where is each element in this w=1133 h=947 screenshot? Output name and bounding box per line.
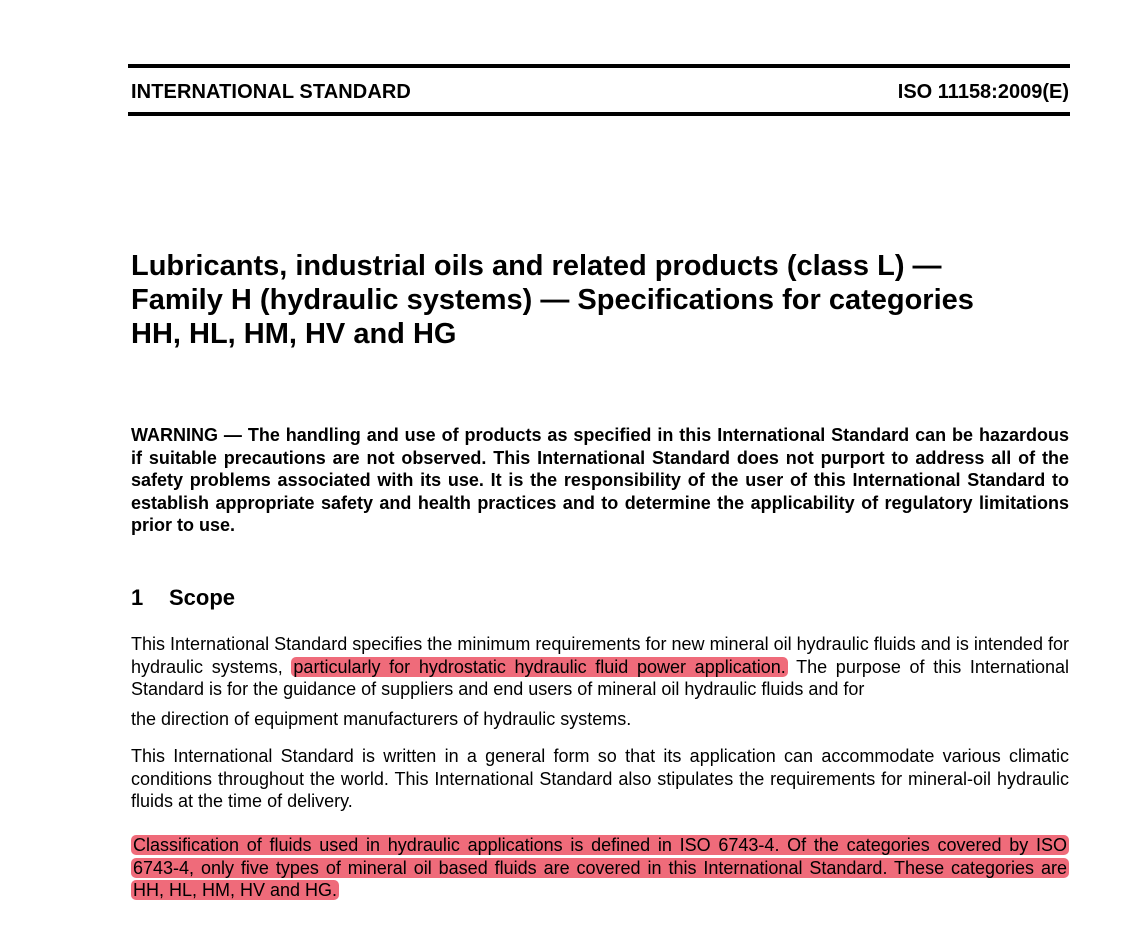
section-title: Scope (169, 585, 236, 610)
header-bottom-rule (128, 112, 1070, 116)
scope-paragraph-3 (131, 834, 1069, 902)
title-line-1: Lubricants, industrial oils and related products (class L) — (131, 250, 942, 282)
standard-number: ISO 11158:2009(E) (897, 81, 1069, 103)
scope-p3-highlight: Classification of fluids used in hydraulic applications is defined in ISO 6743-4. Of the categories covered by ISO 6743-4, only five types of mineral oil based fluids are covered in this International Standard. These categories are HH, HL, HM, HV and HG. (133, 835, 1067, 900)
scope-p1-highlight: particularly for hydrostatic hydraulic fluid power application. (293, 656, 786, 677)
section-number: 1 (131, 585, 144, 610)
section-heading-scope (131, 585, 235, 611)
warning-paragraph: WARNING — The handling and use of products as specified in this International Standard can be hazardous if suitable precautions are not observed. This International Standard does not purport to address all of the safety problems associated with its use. It is the responsibility of the user of this International Standard to establish appropriate safety and health practices and to determine the applicability of regulatory limitations prior to use. (131, 425, 1069, 535)
title-line-3: HH, HL, HM, HV and HG (131, 318, 457, 350)
document-type-label: INTERNATIONAL STANDARD (131, 81, 411, 103)
scope-paragraph-1 (131, 633, 1069, 701)
header-top-rule (128, 64, 1070, 68)
scope-p1-text-end: The purpose of this International Standard is for the guidance of suppliers and end users of mineral oil hydraulic fluids and for (131, 656, 1070, 699)
scope-p1-text-start: This International Standard specifies the minimum requirements for new mineral oil hydraulic fluids and is intended for hydraulic systems, (131, 634, 1069, 677)
scope-paragraph-1-last-line: the direction of equipment manufacturers of hydraulic systems. (131, 709, 632, 729)
title-line-2: Family H (hydraulic systems) — Specifications for categories (131, 284, 974, 316)
scope-paragraph-2: This International Standard is written in a general form so that its application can accommodate various climatic conditions throughout the world. This International Standard also stipulates the requirements for mineral-oil hydraulic fluids at the time of delivery. (131, 746, 1069, 811)
document-title (131, 249, 1091, 351)
